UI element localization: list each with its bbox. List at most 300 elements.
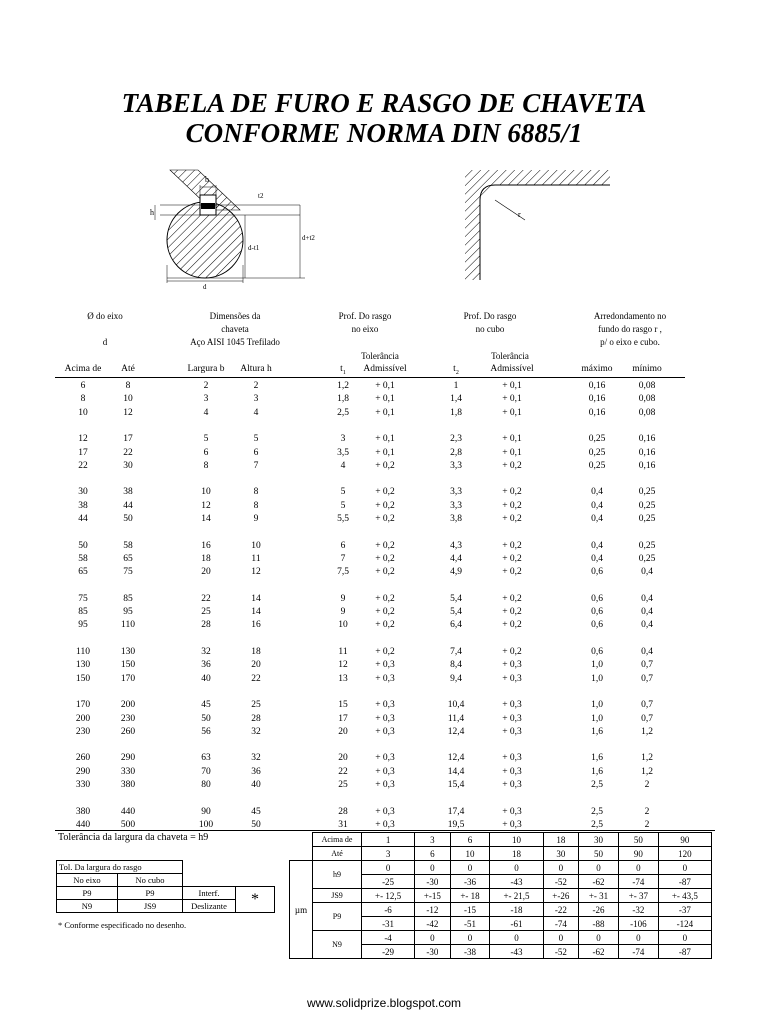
table-cell: 8,4	[450, 660, 462, 671]
table-cell: 3	[340, 434, 346, 445]
table-cell: + 0,2	[375, 593, 395, 604]
table-cell: 4	[253, 407, 259, 418]
iso-cell: -74	[543, 917, 578, 931]
table-cell: 36	[251, 766, 261, 777]
table-bottom-rule	[55, 830, 715, 831]
slot-tol-col1: No eixo	[57, 874, 118, 887]
header-hub-depth-1: Prof. Do rasgo	[463, 311, 517, 321]
iso-cell: 3	[415, 833, 450, 847]
col-minimo: mínimo	[632, 364, 662, 374]
iso-cell: -25	[362, 875, 415, 889]
table-cell: + 0,3	[502, 766, 522, 777]
table-cell: 2	[644, 819, 650, 830]
table-cell: 1,6	[591, 753, 603, 764]
iso-cell: -51	[450, 917, 490, 931]
footer-url: www.solidprize.blogspot.com	[306, 996, 462, 1010]
iso-cell: -62	[579, 945, 619, 959]
table-cell: + 0,3	[502, 700, 522, 711]
iso-cell: 18	[543, 833, 578, 847]
table-cell: 20	[251, 660, 261, 671]
table-cell: 0,4	[591, 553, 603, 564]
table-cell: 4	[203, 407, 209, 418]
iso-cell: +- 21,5	[490, 889, 543, 903]
table-cell: 28	[201, 620, 211, 631]
iso-cell: +- 43,5	[658, 889, 711, 903]
header-shaft-depth-1: Prof. Do rasgo	[338, 311, 392, 321]
header-rounding-1: Arredondamento no	[593, 311, 667, 321]
table-row	[0, 726, 768, 739]
table-cell: 330	[75, 780, 91, 790]
table-cell: + 0,2	[502, 647, 522, 657]
table-cell: 0,7	[641, 713, 653, 724]
table-cell: 28	[338, 806, 348, 817]
table-cell: 230	[75, 726, 91, 737]
iso-cell: -61	[490, 917, 543, 931]
table-cell: 38	[123, 487, 133, 498]
iso-cell: 0	[579, 861, 619, 875]
table-cell: 16	[201, 540, 211, 551]
table-cell: + 0,3	[375, 673, 395, 684]
iso-cell: 0	[658, 861, 711, 875]
table-cell: 58	[123, 540, 133, 551]
blank-cell	[290, 847, 313, 861]
table-cell: 5	[253, 434, 259, 445]
table-cell: 200	[75, 713, 91, 724]
row-label: Até	[313, 847, 362, 861]
table-cell: 9	[340, 607, 346, 618]
table-cell: 110	[76, 647, 90, 657]
table-row	[0, 659, 768, 672]
table-cell: 0,16	[588, 394, 606, 405]
table-cell: 0,25	[638, 540, 656, 551]
table-cell: 32	[251, 726, 261, 737]
table-cell: 11,4	[447, 713, 465, 724]
table-cell: + 0,2	[502, 460, 522, 471]
col-adm2: Admissível	[490, 364, 534, 374]
iso-tolerance-table	[289, 832, 712, 959]
table-cell: + 0,2	[502, 553, 522, 564]
iso-row	[290, 903, 712, 917]
table-cell: 4,3	[450, 540, 462, 551]
table-cell: 95	[123, 607, 133, 618]
table-cell: 0,4	[641, 620, 653, 631]
iso-cell: 90	[658, 833, 711, 847]
table-cell: + 0,2	[502, 620, 522, 631]
table-cell: 8	[125, 381, 131, 391]
table-row	[0, 460, 768, 473]
table-cell: 110	[121, 620, 135, 631]
header-rule	[55, 377, 685, 378]
table-cell: + 0,3	[375, 806, 395, 817]
shaft-keyway-figure	[140, 165, 320, 290]
table-cell: 230	[120, 713, 136, 724]
table-cell: 40	[201, 673, 211, 684]
slot-tol-col2: No cubo	[118, 874, 183, 887]
table-cell: 260	[75, 753, 91, 764]
table-cell: 6	[340, 540, 346, 551]
iso-cell: 0	[362, 861, 415, 875]
table-cell: 170	[75, 700, 91, 711]
table-cell: 0,25	[638, 487, 656, 498]
iso-cell: 50	[579, 847, 619, 861]
table-cell: 130	[75, 660, 91, 671]
table-cell: + 0,2	[502, 607, 522, 618]
table-cell: 20	[338, 753, 348, 764]
table-cell: + 0,3	[375, 660, 395, 671]
row-label: h9	[313, 861, 362, 889]
table-cell: 0,4	[591, 487, 603, 498]
table-cell: 25	[251, 700, 261, 711]
table-cell: 0,25	[588, 460, 606, 471]
table-cell: 3,5	[337, 447, 349, 458]
col-ate: Até	[121, 364, 135, 374]
iso-cell: 0	[543, 861, 578, 875]
table-cell: + 0,1	[502, 407, 522, 418]
table-cell: 32	[201, 647, 211, 657]
table-cell: 8	[253, 487, 259, 498]
table-cell: 20	[201, 567, 211, 578]
table-cell: 0,4	[641, 567, 653, 578]
table-cell: 8	[253, 500, 259, 511]
table-cell: 18	[201, 553, 211, 564]
table-cell: + 0,3	[375, 766, 395, 777]
iso-cell: +- 12,5	[362, 889, 415, 903]
slot-tol-star: *	[236, 887, 275, 913]
table-cell: 6,4	[450, 620, 462, 631]
iso-cell: -52	[543, 945, 578, 959]
table-cell: 4,4	[450, 553, 462, 564]
figure-label-d-t1: d-t1	[248, 244, 260, 252]
table-row	[0, 699, 768, 712]
iso-cell: 3	[362, 847, 415, 861]
iso-cell: 50	[618, 833, 658, 847]
table-cell: 30	[123, 460, 133, 471]
row-label: JS9	[313, 889, 362, 903]
table-cell: 9,4	[450, 673, 462, 684]
header-tolerance-1: Tolerância	[361, 351, 399, 361]
table-cell: 40	[251, 780, 261, 790]
table-cell: 0,4	[641, 593, 653, 604]
table-cell: 1,2	[641, 726, 653, 737]
table-cell: 14	[251, 593, 261, 604]
table-cell: 0,08	[638, 394, 656, 405]
table-cell: 2,5	[337, 407, 349, 418]
tolerance-note: Tolerância da largura da chaveta = h9	[58, 832, 209, 843]
figure-label-d-t2: d+t2	[302, 234, 315, 242]
iso-cell: -32	[618, 903, 658, 917]
table-cell: 5,4	[450, 607, 462, 618]
table-cell: 22	[78, 460, 88, 471]
table-cell: + 0,3	[502, 819, 522, 830]
iso-cell: 0	[490, 861, 543, 875]
table-cell: + 0,2	[375, 540, 395, 551]
table-cell: 0,08	[638, 381, 656, 391]
table-cell: 58	[78, 553, 88, 564]
table-cell: + 0,2	[375, 607, 395, 618]
table-row	[0, 553, 768, 566]
unit-label: µm	[290, 861, 313, 959]
header-hub-depth-2: no cubo	[475, 324, 505, 334]
table-cell: 8	[80, 394, 86, 405]
figure-label-t2: t2	[258, 192, 264, 200]
table-cell: 1,4	[450, 394, 462, 405]
table-row	[0, 752, 768, 765]
table-cell: 0,7	[641, 660, 653, 671]
table-cell: 3,3	[450, 460, 462, 471]
table-cell: + 0,3	[375, 713, 395, 724]
table-cell: 2	[644, 806, 650, 817]
iso-cell: 0	[415, 861, 450, 875]
table-cell: 38	[78, 500, 88, 511]
table-cell: 290	[120, 753, 136, 764]
table-cell: 1,0	[591, 713, 603, 724]
iso-row	[290, 833, 712, 847]
table-cell: 10	[338, 620, 348, 631]
table-cell: + 0,2	[375, 487, 395, 498]
table-cell: 1,0	[591, 660, 603, 671]
figure-label-b: b	[205, 175, 209, 184]
table-row	[0, 606, 768, 619]
table-cell: 0,6	[591, 593, 603, 604]
table-cell: 12	[251, 567, 261, 578]
iso-cell: 1	[362, 833, 415, 847]
header-rounding-2: fundo do rasgo r ,	[598, 324, 662, 334]
table-cell: 0,16	[638, 447, 656, 458]
iso-cell: 6	[450, 833, 490, 847]
table-row	[0, 766, 768, 779]
table-cell: 25	[201, 607, 211, 618]
table-cell: + 0,1	[502, 394, 522, 405]
table-cell: 1,8	[337, 394, 349, 405]
iso-cell: 0	[450, 861, 490, 875]
table-cell: 12,4	[447, 753, 465, 764]
table-cell: 13	[338, 673, 348, 684]
iso-cell: -42	[415, 917, 450, 931]
table-cell: 6	[253, 447, 259, 458]
table-cell: 18	[251, 647, 261, 657]
table-cell: + 0,1	[502, 447, 522, 458]
iso-cell: 0	[579, 931, 619, 945]
row-label: N9	[313, 931, 362, 959]
table-cell: 75	[123, 567, 133, 578]
iso-cell: -106	[618, 917, 658, 931]
col-maximo: máximo	[581, 364, 613, 374]
table-cell: 7,4	[450, 647, 462, 657]
table-cell: 14,4	[447, 766, 465, 777]
table-cell: 0,7	[641, 673, 653, 684]
table-cell: 17,4	[447, 806, 465, 817]
table-cell: 1,6	[591, 726, 603, 737]
header-rounding-3: p/ o eixo e cubo.	[600, 337, 660, 347]
table-row	[0, 673, 768, 686]
table-cell: 0,25	[638, 514, 656, 524]
table-cell: 70	[201, 766, 211, 777]
iso-cell: 30	[579, 833, 619, 847]
table-cell: 2	[253, 381, 259, 391]
table-cell: 16	[251, 620, 261, 631]
table-cell: 10	[78, 407, 88, 418]
table-cell: 0,4	[591, 540, 603, 551]
table-cell: + 0,1	[502, 434, 522, 445]
table-cell: 0,6	[591, 620, 603, 631]
table-cell: + 0,3	[502, 806, 522, 817]
table-cell: 12	[201, 500, 211, 511]
table-row	[0, 433, 768, 446]
slot-tol-p9-shaft: P9	[57, 887, 118, 900]
iso-cell: -31	[362, 917, 415, 931]
table-cell: + 0,1	[375, 394, 395, 405]
table-cell: 0,4	[591, 514, 603, 524]
table-cell: 50	[201, 713, 211, 724]
table-cell: 0,25	[588, 434, 606, 445]
table-cell: + 0,1	[375, 381, 395, 391]
table-cell: 9	[340, 593, 346, 604]
table-cell: + 0,3	[502, 753, 522, 764]
col-adm1: Admissível	[363, 364, 407, 374]
iso-cell: +-15	[415, 889, 450, 903]
table-cell: 0,25	[638, 500, 656, 511]
table-cell: + 0,2	[375, 500, 395, 511]
iso-cell: -62	[579, 875, 619, 889]
table-cell: 2,3	[450, 434, 462, 445]
table-row	[0, 447, 768, 460]
iso-cell: -124	[658, 917, 711, 931]
table-row	[0, 593, 768, 606]
table-cell: 50	[251, 819, 261, 830]
table-cell: + 0,3	[375, 700, 395, 711]
slot-tol-interf: Interf.	[183, 887, 236, 900]
table-cell: 80	[201, 780, 211, 790]
table-cell: 44	[123, 500, 133, 511]
table-cell: 0,16	[588, 407, 606, 418]
table-cell: 0,25	[638, 553, 656, 564]
table-cell: 22	[338, 766, 348, 777]
table-cell: + 0,3	[502, 780, 522, 790]
iso-cell: -4	[362, 931, 415, 945]
iso-cell: -74	[618, 875, 658, 889]
iso-cell: +- 31	[579, 889, 619, 903]
table-cell: 7,5	[337, 567, 349, 578]
row-label: Acima de	[313, 833, 362, 847]
table-cell: 1,2	[337, 381, 349, 391]
table-cell: 0,16	[638, 460, 656, 471]
iso-row	[290, 847, 712, 861]
iso-cell: +- 37	[618, 889, 658, 903]
table-cell: 1,8	[450, 407, 462, 418]
header-key-dimensions-3: Aço AISI 1045 Trefilado	[190, 337, 280, 347]
col-largura: Largura b	[187, 364, 225, 374]
table-cell: 12,4	[447, 726, 465, 737]
table-cell: 150	[75, 673, 91, 684]
iso-cell: 10	[450, 847, 490, 861]
table-cell: 330	[120, 766, 136, 777]
table-cell: 45	[201, 700, 211, 711]
iso-cell: 0	[450, 931, 490, 945]
table-cell: 0,4	[641, 607, 653, 618]
table-cell: 36	[201, 660, 211, 671]
slot-tol-p9-hub: P9	[118, 887, 183, 900]
header-key-dimensions-1: Dimensões da	[209, 311, 261, 321]
iso-cell: -87	[658, 875, 711, 889]
table-cell: 5	[340, 500, 346, 511]
slot-tol-title: Tol. Da largura do rasgo	[57, 861, 183, 874]
table-cell: + 0,1	[375, 434, 395, 445]
table-cell: 12	[123, 407, 133, 418]
slot-tolerance-table	[56, 860, 275, 913]
table-cell: 17	[78, 447, 88, 458]
table-cell: + 0,3	[375, 780, 395, 790]
slot-tol-n9-shaft: N9	[57, 900, 118, 913]
page-title-line-1: TABELA DE FURO E RASGO DE CHAVETA	[121, 88, 647, 118]
table-cell: 75	[78, 593, 88, 604]
iso-cell: -37	[658, 903, 711, 917]
table-cell: 20	[338, 726, 348, 737]
header-shaft-depth-2: no eixo	[351, 324, 379, 334]
iso-cell: -18	[490, 903, 543, 917]
page-title-line-2: CONFORME NORMA DIN 6885/1	[185, 118, 583, 148]
iso-cell: -38	[450, 945, 490, 959]
table-cell: 2,5	[591, 780, 603, 790]
table-cell: 85	[123, 593, 133, 604]
table-cell: 5,5	[337, 514, 349, 524]
iso-row	[290, 889, 712, 903]
table-row	[0, 393, 768, 406]
table-cell: 32	[251, 753, 261, 764]
table-row	[0, 540, 768, 553]
table-cell: 2,5	[591, 806, 603, 817]
slot-tol-js9-hub: JS9	[118, 900, 183, 913]
col-altura: Altura h	[240, 364, 272, 374]
table-cell: 440	[75, 819, 91, 830]
table-cell: 0,6	[591, 647, 603, 657]
table-cell: 440	[120, 806, 136, 817]
table-cell: 0,4	[641, 647, 653, 657]
table-cell: + 0,2	[375, 514, 395, 524]
table-cell: 290	[75, 766, 91, 777]
table-cell: 130	[120, 647, 136, 657]
col-t2: $t_2$	[453, 364, 459, 376]
table-row	[0, 407, 768, 420]
footnote: * Conforme especificado no desenho.	[58, 920, 187, 930]
table-cell: 2,5	[591, 819, 603, 830]
iso-cell: -30	[415, 875, 450, 889]
table-cell: 5	[340, 487, 346, 498]
table-cell: 0,6	[591, 567, 603, 578]
table-row	[0, 486, 768, 499]
table-cell: 7	[253, 460, 259, 471]
table-cell: 14	[201, 514, 211, 524]
table-cell: 5	[203, 434, 209, 445]
table-cell: 17	[123, 434, 133, 445]
table-cell: + 0,2	[502, 567, 522, 578]
iso-cell: 10	[490, 833, 543, 847]
table-row	[0, 619, 768, 632]
table-cell: 19,5	[447, 819, 465, 830]
iso-cell: -22	[543, 903, 578, 917]
table-cell: 1,2	[641, 753, 653, 764]
table-cell: 50	[78, 540, 88, 551]
header-d: d	[102, 337, 108, 347]
table-cell: 380	[120, 780, 136, 790]
column-header-row	[0, 363, 768, 376]
table-cell: 95	[78, 620, 88, 631]
iso-cell: +- 18	[450, 889, 490, 903]
iso-cell: -52	[543, 875, 578, 889]
table-row	[0, 713, 768, 726]
table-cell: 1	[453, 381, 459, 391]
table-cell: 2	[203, 381, 209, 391]
blank-cell	[290, 833, 313, 847]
